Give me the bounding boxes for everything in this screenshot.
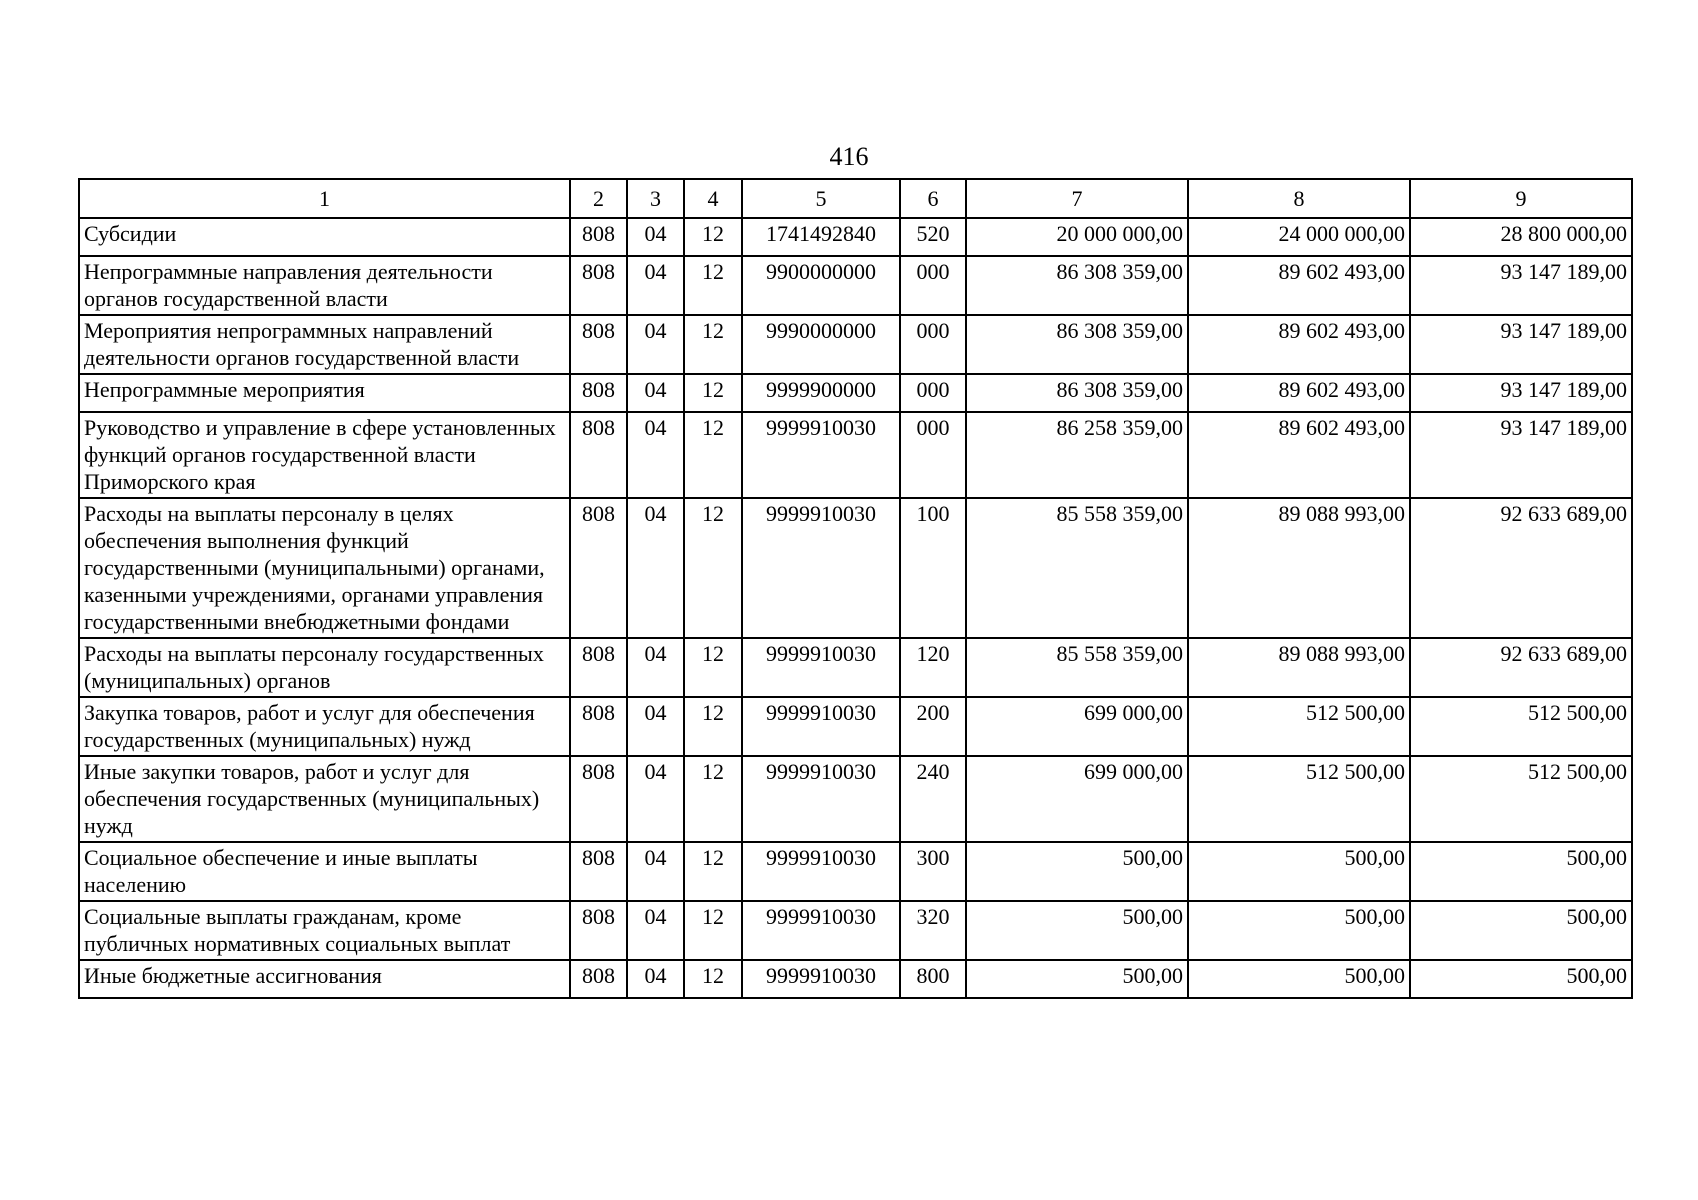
section-code: 04 xyxy=(627,697,684,756)
ministry-code: 808 xyxy=(570,901,627,960)
row-name: Непрограммные направления деятельности органов государственной власти xyxy=(79,256,570,315)
amount-col-9: 93 147 189,00 xyxy=(1410,374,1632,412)
row-name: Социальное обеспечение и иные выплаты населению xyxy=(79,842,570,901)
amount-col-7: 86 308 359,00 xyxy=(966,315,1188,374)
amount-col-8: 512 500,00 xyxy=(1188,697,1410,756)
expense-type-code: 000 xyxy=(900,256,966,315)
amount-col-7: 699 000,00 xyxy=(966,697,1188,756)
ministry-code: 808 xyxy=(570,218,627,256)
column-header: 8 xyxy=(1188,179,1410,218)
column-header: 5 xyxy=(742,179,900,218)
subsection-code: 12 xyxy=(684,756,742,842)
amount-col-7: 20 000 000,00 xyxy=(966,218,1188,256)
section-code: 04 xyxy=(627,498,684,638)
amount-col-9: 512 500,00 xyxy=(1410,697,1632,756)
amount-col-7: 85 558 359,00 xyxy=(966,498,1188,638)
target-article-code: 9999910030 xyxy=(742,412,900,498)
expense-type-code: 000 xyxy=(900,412,966,498)
subsection-code: 12 xyxy=(684,374,742,412)
ministry-code: 808 xyxy=(570,960,627,998)
amount-col-9: 512 500,00 xyxy=(1410,756,1632,842)
section-code: 04 xyxy=(627,412,684,498)
table-row xyxy=(79,756,1632,842)
target-article-code: 1741492840 xyxy=(742,218,900,256)
budget-table xyxy=(78,178,1633,999)
amount-col-9: 93 147 189,00 xyxy=(1410,412,1632,498)
column-header: 7 xyxy=(966,179,1188,218)
section-code: 04 xyxy=(627,256,684,315)
expense-type-code: 000 xyxy=(900,315,966,374)
amount-col-7: 500,00 xyxy=(966,901,1188,960)
row-name: Иные бюджетные ассигнования xyxy=(79,960,570,998)
row-name: Закупка товаров, работ и услуг для обеспечения государственных (муниципальных) нужд xyxy=(79,697,570,756)
table-row xyxy=(79,218,1632,256)
amount-col-7: 500,00 xyxy=(966,842,1188,901)
row-name: Руководство и управление в сфере установленных функций органов государственной власти Приморского края xyxy=(79,412,570,498)
table-row xyxy=(79,842,1632,901)
target-article-code: 9990000000 xyxy=(742,315,900,374)
amount-col-9: 92 633 689,00 xyxy=(1410,498,1632,638)
subsection-code: 12 xyxy=(684,218,742,256)
amount-col-9: 92 633 689,00 xyxy=(1410,638,1632,697)
amount-col-9: 500,00 xyxy=(1410,842,1632,901)
table-row xyxy=(79,256,1632,315)
ministry-code: 808 xyxy=(570,697,627,756)
amount-col-9: 500,00 xyxy=(1410,901,1632,960)
amount-col-8: 500,00 xyxy=(1188,901,1410,960)
page-number: 416 xyxy=(829,142,869,171)
section-code: 04 xyxy=(627,842,684,901)
ministry-code: 808 xyxy=(570,374,627,412)
row-name: Социальные выплаты гражданам, кроме публичных нормативных социальных выплат xyxy=(79,901,570,960)
column-header: 2 xyxy=(570,179,627,218)
section-code: 04 xyxy=(627,638,684,697)
expense-type-code: 000 xyxy=(900,374,966,412)
row-name: Субсидии xyxy=(79,218,570,256)
amount-col-7: 699 000,00 xyxy=(966,756,1188,842)
row-name: Непрограммные мероприятия xyxy=(79,374,570,412)
section-code: 04 xyxy=(627,218,684,256)
expense-type-code: 320 xyxy=(900,901,966,960)
amount-col-9: 93 147 189,00 xyxy=(1410,256,1632,315)
amount-col-8: 512 500,00 xyxy=(1188,756,1410,842)
subsection-code: 12 xyxy=(684,638,742,697)
amount-col-8: 500,00 xyxy=(1188,960,1410,998)
column-header: 1 xyxy=(79,179,570,218)
subsection-code: 12 xyxy=(684,697,742,756)
amount-col-8: 89 088 993,00 xyxy=(1188,638,1410,697)
target-article-code: 9999910030 xyxy=(742,960,900,998)
amount-col-8: 89 602 493,00 xyxy=(1188,374,1410,412)
subsection-code: 12 xyxy=(684,256,742,315)
subsection-code: 12 xyxy=(684,842,742,901)
table-row xyxy=(79,498,1632,638)
section-code: 04 xyxy=(627,374,684,412)
header-row xyxy=(79,179,1632,218)
column-header: 6 xyxy=(900,179,966,218)
table-row xyxy=(79,901,1632,960)
expense-type-code: 240 xyxy=(900,756,966,842)
amount-col-8: 89 602 493,00 xyxy=(1188,256,1410,315)
subsection-code: 12 xyxy=(684,498,742,638)
row-name: Мероприятия непрограммных направлений деятельности органов государственной власти xyxy=(79,315,570,374)
amount-col-9: 93 147 189,00 xyxy=(1410,315,1632,374)
section-code: 04 xyxy=(627,756,684,842)
ministry-code: 808 xyxy=(570,498,627,638)
target-article-code: 9999900000 xyxy=(742,374,900,412)
ministry-code: 808 xyxy=(570,756,627,842)
expense-type-code: 200 xyxy=(900,697,966,756)
ministry-code: 808 xyxy=(570,256,627,315)
target-article-code: 9999910030 xyxy=(742,842,900,901)
table-row xyxy=(79,412,1632,498)
section-code: 04 xyxy=(627,960,684,998)
amount-col-8: 89 602 493,00 xyxy=(1188,315,1410,374)
row-name: Расходы на выплаты персоналу в целях обеспечения выполнения функций государственными (муниципальными) органами, казенными учреждениями, органами управления государственными внебюджетными фондами xyxy=(79,498,570,638)
column-header: 4 xyxy=(684,179,742,218)
ministry-code: 808 xyxy=(570,638,627,697)
target-article-code: 9999910030 xyxy=(742,498,900,638)
table-row xyxy=(79,315,1632,374)
expense-type-code: 520 xyxy=(900,218,966,256)
expense-type-code: 100 xyxy=(900,498,966,638)
target-article-code: 9900000000 xyxy=(742,256,900,315)
amount-col-7: 86 308 359,00 xyxy=(966,374,1188,412)
subsection-code: 12 xyxy=(684,412,742,498)
table-row xyxy=(79,960,1632,998)
amount-col-8: 24 000 000,00 xyxy=(1188,218,1410,256)
column-header: 3 xyxy=(627,179,684,218)
target-article-code: 9999910030 xyxy=(742,756,900,842)
subsection-code: 12 xyxy=(684,901,742,960)
expense-type-code: 120 xyxy=(900,638,966,697)
section-code: 04 xyxy=(627,901,684,960)
amount-col-9: 28 800 000,00 xyxy=(1410,218,1632,256)
expense-type-code: 800 xyxy=(900,960,966,998)
amount-col-7: 86 258 359,00 xyxy=(966,412,1188,498)
row-name: Расходы на выплаты персоналу государственных (муниципальных) органов xyxy=(79,638,570,697)
row-name: Иные закупки товаров, работ и услуг для обеспечения государственных (муниципальных) нужд xyxy=(79,756,570,842)
section-code: 04 xyxy=(627,315,684,374)
ministry-code: 808 xyxy=(570,842,627,901)
amount-col-7: 500,00 xyxy=(966,960,1188,998)
target-article-code: 9999910030 xyxy=(742,697,900,756)
amount-col-8: 89 088 993,00 xyxy=(1188,498,1410,638)
amount-col-7: 86 308 359,00 xyxy=(966,256,1188,315)
amount-col-8: 500,00 xyxy=(1188,842,1410,901)
table-row xyxy=(79,697,1632,756)
column-header: 9 xyxy=(1410,179,1632,218)
subsection-code: 12 xyxy=(684,960,742,998)
expense-type-code: 300 xyxy=(900,842,966,901)
amount-col-9: 500,00 xyxy=(1410,960,1632,998)
table-row xyxy=(79,638,1632,697)
table-row xyxy=(79,374,1632,412)
amount-col-7: 85 558 359,00 xyxy=(966,638,1188,697)
ministry-code: 808 xyxy=(570,315,627,374)
subsection-code: 12 xyxy=(684,315,742,374)
amount-col-8: 89 602 493,00 xyxy=(1188,412,1410,498)
target-article-code: 9999910030 xyxy=(742,638,900,697)
ministry-code: 808 xyxy=(570,412,627,498)
target-article-code: 9999910030 xyxy=(742,901,900,960)
